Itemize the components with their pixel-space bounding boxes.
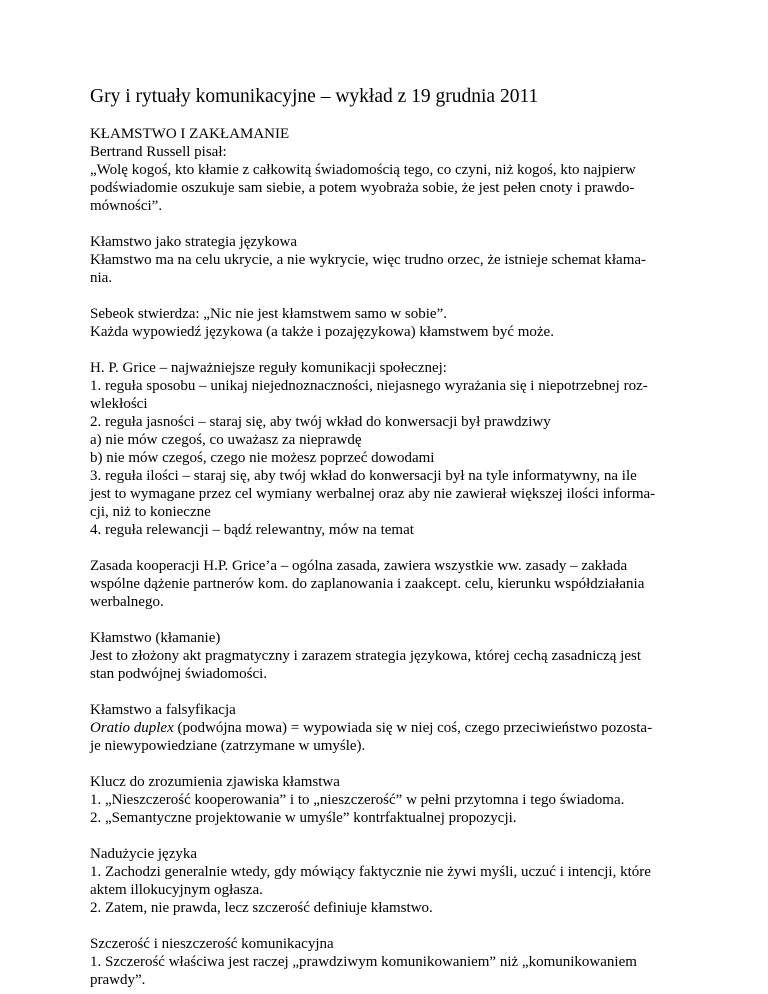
section-grice-rules: [90, 359, 678, 539]
text-line: stan podwójnej świadomości.: [90, 666, 268, 682]
text-line: 1. reguła sposobu – unikaj niejednoznaczności, niejasnego wyrażania się i niepotrzebnej roz-: [90, 378, 648, 394]
text-line: Kłamstwo ma na celu ukrycie, a nie wykrycie, więc trudno orzec, że istnieje schemat kłama-: [90, 252, 647, 268]
section-language-abuse: [90, 845, 678, 917]
section-falsification: [90, 701, 678, 755]
section-lying-definition: [90, 629, 678, 683]
section-lying-and-hypocrisy: [90, 125, 678, 215]
text-line: 4. reguła relewancji – bądź relewantny, mów na temat: [90, 522, 414, 538]
text-line: Bertrand Russell pisał:: [90, 144, 227, 160]
text-line: wlekłości: [90, 396, 148, 412]
text-line: Jest to złożony akt pragmatyczny i zarazem strategia językowa, której cechą zasadniczą jest: [90, 648, 641, 664]
text-line: nia.: [90, 270, 113, 286]
text-line: Kłamstwo a falsyfikacja: [90, 702, 236, 718]
section-sincerity: [90, 935, 678, 989]
text-line: 1. Zachodzi generalnie wtedy, gdy mówiący faktycznie nie żywi myśli, uczuć i intencji, które: [90, 864, 651, 880]
text-line: H. P. Grice – najważniejsze reguły komunikacji społecznej:: [90, 360, 447, 376]
text-line: 2. „Semantyczne projektowanie w umyśle” kontrfaktualnej propozycji.: [90, 810, 517, 826]
text-line: [90, 719, 678, 737]
text-line: a) nie mów czegoś, co uważasz za nieprawdę: [90, 432, 362, 448]
document-title: Gry i rytuały komunikacyjne – wykład z 19 grudnia 2011: [90, 86, 539, 107]
section-key-to-understanding: [90, 773, 678, 827]
text-line: aktem illokucyjnym ogłasza.: [90, 882, 263, 898]
text-line: 2. reguła jasności – staraj się, aby twój wkład do konwersacji był prawdziwy: [90, 414, 551, 430]
text-line: 3. reguła ilości – staraj się, aby twój wkład do konwersacji był na tyle informatywny, na ile: [90, 468, 637, 484]
section-cooperation-principle: [90, 557, 678, 611]
text-line: Sebeok stwierdza: „Nic nie jest kłamstwem samo w sobie”.: [90, 306, 447, 322]
text-line: b) nie mów czegoś, czego nie możesz poprzeć dowodami: [90, 450, 435, 466]
text-line: 2. Zatem, nie prawda, lecz szczerość definiuje kłamstwo.: [90, 900, 433, 916]
text-line: werbalnego.: [90, 594, 164, 610]
text-line: 1. Szczerość właściwa jest raczej „prawdziwym komunikowaniem” niż „komunikowaniem: [90, 954, 637, 970]
text-line: Każda wypowiedź językowa (a także i pozajęzykowa) kłamstwem być może.: [90, 324, 554, 340]
text-line: prawdy”.: [90, 972, 146, 988]
section-lying-as-strategy: [90, 233, 678, 287]
text-line: podświadomie oszukuje sam siebie, a potem wyobraża sobie, że jest pełen cnoty i prawdo-: [90, 180, 635, 196]
text-line: je niewypowiedziane (zatrzymane w umyśle).: [90, 738, 366, 754]
text-line: Kłamstwo (kłamanie): [90, 630, 221, 646]
term-description: (podwójna mowa) = wypowiada się w niej coś, czego przeciwieństwo pozosta-: [173, 720, 653, 736]
italic-term: Oratio duplex: [90, 720, 174, 736]
text-line: Szczerość i nieszczerość komunikacyjna: [90, 936, 334, 952]
text-line: KŁAMSTWO I ZAKŁAMANIE: [90, 126, 290, 142]
text-line: jest to wymagane przez cel wymiany werbalnej oraz aby nie zawierał większej ilości informa-: [90, 486, 656, 502]
text-line: Klucz do zrozumienia zjawiska kłamstwa: [90, 774, 340, 790]
section-sebeok: [90, 305, 678, 341]
text-line: Nadużycie języka: [90, 846, 198, 862]
text-line: wspólne dążenie partnerów kom. do zaplanowania i zaakcept. celu, kierunku współdziałania: [90, 576, 645, 592]
text-line: Kłamstwo jako strategia językowa: [90, 234, 298, 250]
text-line: 1. „Nieszczerość kooperowania” i to „nieszczerość” w pełni przytomna i tego świadoma.: [90, 792, 625, 808]
text-line: cji, niż to konieczne: [90, 504, 211, 520]
text-line: mówności”.: [90, 198, 163, 214]
text-line: Zasada kooperacji H.P. Grice’a – ogólna zasada, zawiera wszystkie ww. zasady – zakłada: [90, 558, 628, 574]
text-line: „Wolę kogoś, kto kłamie z całkowitą świadomością tego, co czyni, niż kogoś, kto najpierw: [90, 162, 636, 178]
